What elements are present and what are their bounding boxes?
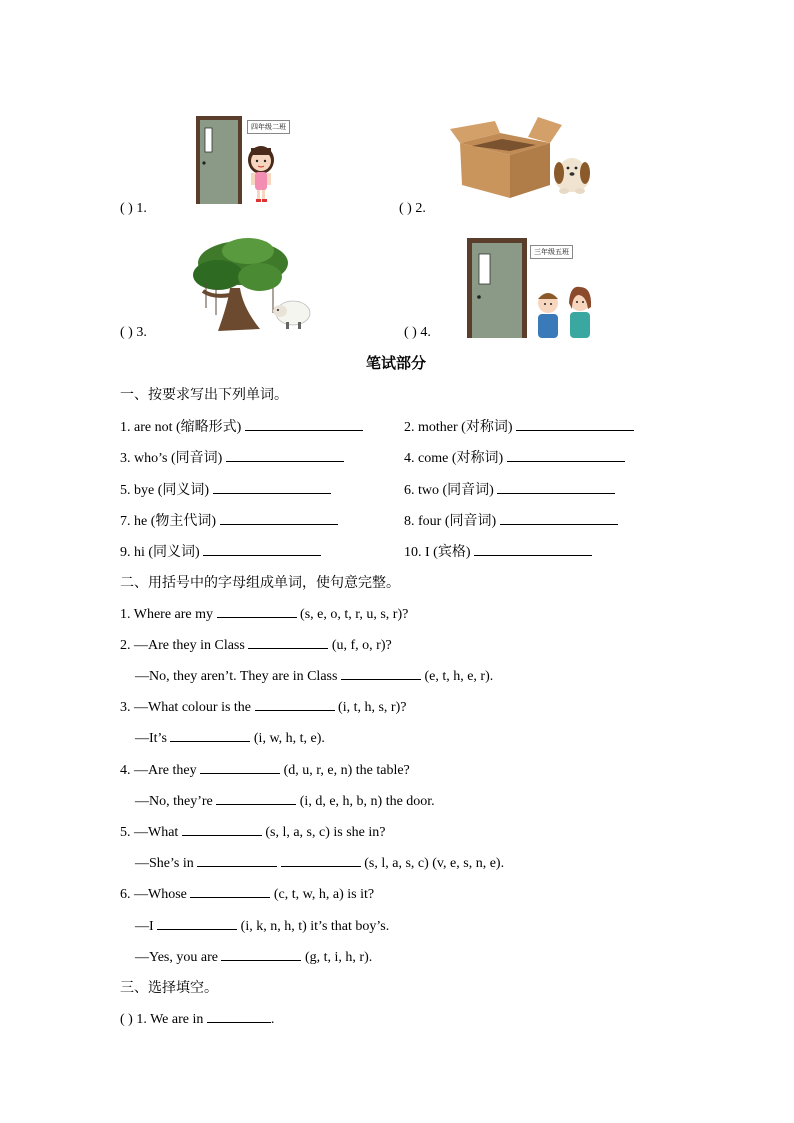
s2-letters: (i, w, h, t, e). (253, 731, 325, 746)
s1-item-10 (404, 541, 592, 561)
answer-blank[interactable] (281, 853, 361, 867)
s2-line-10 (120, 884, 374, 903)
s1-item-3 (120, 447, 344, 467)
answer-blank[interactable] (255, 697, 335, 711)
s1-item-10-text: 10. I (宾格) (404, 545, 471, 560)
class-sign: 三年级五班 (530, 245, 573, 259)
answer-paren[interactable]: ( ) (120, 1012, 133, 1027)
s2-line-8 (120, 822, 385, 841)
box-dog-illustration (450, 113, 600, 203)
s2-line-text: —She’s in (135, 856, 194, 871)
s1-item-9 (120, 541, 321, 561)
picture-2 (450, 113, 600, 203)
s2-line-4 (120, 697, 406, 716)
answer-blank[interactable] (220, 511, 338, 525)
section-3-title: 三、选择填空。 (120, 980, 218, 996)
s2-line-3 (135, 666, 493, 685)
s2-line-text: —I (135, 919, 154, 934)
s2-line-1 (120, 604, 408, 623)
answer-blank[interactable] (497, 480, 615, 494)
answer-blank[interactable] (474, 542, 592, 556)
answer-blank[interactable] (217, 604, 297, 618)
s1-item-3-text: 3. who’s (同音词) (120, 451, 223, 466)
s3-question-1 (120, 1009, 274, 1028)
answer-blank[interactable] (170, 728, 250, 742)
picture-1-label: ( ) 1. (120, 201, 147, 216)
class-sign: 四年级二班 (247, 120, 290, 134)
answer-blank[interactable] (341, 666, 421, 680)
s2-letters: (s, l, a, s, c) (v, e, s, n, e). (364, 856, 505, 871)
written-part-title: 笔试部分 (366, 354, 427, 372)
s1-item-1 (120, 416, 363, 436)
s1-item-8-text: 8. four (同音词) (404, 514, 497, 529)
answer-blank[interactable] (157, 916, 237, 930)
answer-blank[interactable] (245, 417, 363, 431)
s2-letters: (i, d, e, h, b, n) the door. (299, 794, 435, 809)
answer-blank[interactable] (507, 448, 625, 462)
s2-line-5 (135, 728, 325, 747)
s2-line-11 (135, 916, 389, 935)
s2-line-7 (135, 791, 435, 810)
s2-line-6 (120, 760, 410, 779)
s2-letters: (u, f, o, r)? (331, 638, 392, 653)
answer-blank[interactable] (516, 417, 634, 431)
s1-item-2-text: 2. mother (对称词) (404, 420, 513, 435)
s2-line-text: —It’s (135, 731, 167, 746)
s1-item-5 (120, 479, 331, 499)
s1-item-9-text: 9. hi (同义词) (120, 545, 200, 560)
s3-question-end: . (270, 1012, 275, 1027)
s2-letters: (c, t, w, h, a) is it? (273, 887, 375, 902)
picture-1 (195, 115, 305, 205)
s2-line-12 (135, 947, 372, 966)
answer-blank[interactable] (207, 1009, 271, 1023)
s2-line-text: 3. —What colour is the (120, 700, 252, 715)
answer-blank[interactable] (200, 760, 280, 774)
s1-item-4 (404, 447, 625, 467)
section-2-title: 二、用括号中的字母组成单词，使句意完整。 (120, 575, 400, 591)
s2-letters: (s, l, a, s, c) is she in? (265, 825, 386, 840)
tree-sheep-illustration (188, 233, 318, 333)
s1-item-7 (120, 510, 338, 530)
s1-item-6 (404, 479, 615, 499)
s2-letters: (d, u, r, e, n) the table? (283, 763, 410, 778)
s2-line-text: 1. Where are my (120, 607, 214, 622)
s1-item-1-text: 1. are not (缩略形式) (120, 420, 242, 435)
answer-blank[interactable] (500, 511, 618, 525)
picture-4-label: ( ) 4. (404, 325, 431, 340)
s2-letters: (e, t, h, e, r). (424, 669, 494, 684)
answer-blank[interactable] (221, 947, 301, 961)
s2-line-text: —Yes, you are (135, 950, 218, 965)
s2-letters: (g, t, i, h, r). (304, 950, 373, 965)
s3-question-text: 1. We are in (136, 1012, 204, 1027)
s2-line-text: 2. —Are they in Class (120, 638, 245, 653)
answer-blank[interactable] (248, 635, 328, 649)
s2-letters: (s, e, o, t, r, u, s, r)? (300, 607, 409, 622)
s2-line-text: —No, they’re (135, 794, 213, 809)
s2-line-2 (120, 635, 392, 654)
answer-blank[interactable] (190, 884, 270, 898)
picture-4 (466, 237, 596, 339)
picture-3-label: ( ) 3. (120, 325, 147, 340)
answer-blank[interactable] (197, 853, 277, 867)
section-1-title: 一、按要求写出下列单词。 (120, 387, 288, 403)
s2-line-text: —No, they aren’t. They are in Class (135, 669, 338, 684)
answer-blank[interactable] (226, 448, 344, 462)
picture-3 (188, 233, 318, 333)
s2-line-text: 5. —What (120, 825, 179, 840)
answer-blank[interactable] (216, 791, 296, 805)
s2-line-9 (135, 853, 504, 872)
s1-item-8 (404, 510, 618, 530)
s2-line-text: 4. —Are they (120, 763, 197, 778)
s2-letters: (i, k, n, h, t) it’s that boy’s. (240, 919, 390, 934)
picture-2-label: ( ) 2. (399, 201, 426, 216)
s1-item-2 (404, 416, 634, 436)
s1-item-6-text: 6. two (同音词) (404, 483, 494, 498)
s2-letters: (i, t, h, s, r)? (338, 700, 407, 715)
s1-item-4-text: 4. come (对称词) (404, 451, 504, 466)
s2-line-text: 6. —Whose (120, 887, 187, 902)
answer-blank[interactable] (203, 542, 321, 556)
s1-item-5-text: 5. bye (同义词) (120, 483, 210, 498)
answer-blank[interactable] (182, 822, 262, 836)
s1-item-7-text: 7. he (物主代词) (120, 514, 217, 529)
answer-blank[interactable] (213, 480, 331, 494)
